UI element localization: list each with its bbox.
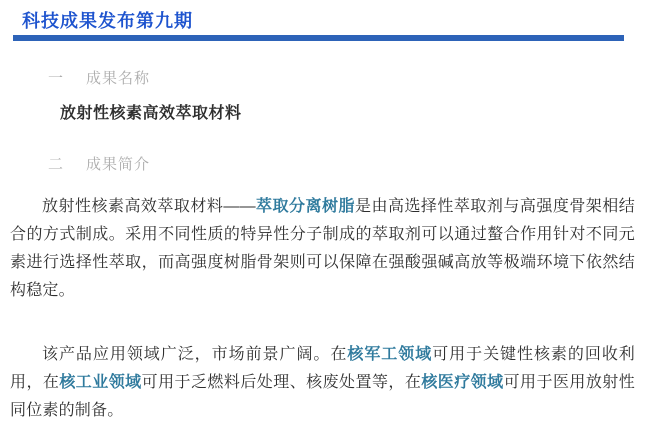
accent-term-extraction-resin: 萃取分离树脂 [255, 198, 355, 215]
section-index-one: 一 [48, 70, 65, 87]
paragraph-text-segment: 可用于乏燃料后处理、核废处置等，在 [141, 374, 422, 391]
section-heading-result-intro: 成果简介 [86, 156, 151, 173]
result-name-text: 放射性核素高效萃取材料 [60, 105, 242, 122]
accent-term-nuclear-military: 核军工领域 [347, 346, 433, 363]
paragraph-text-segment: 该产品应用领域广泛，市场前景广阔。在 [42, 346, 348, 363]
paragraph-text-segment: 是由高选择性萃取剂与高强度骨架相结合的方式制成。采用不同性质的特异性分子制成的萃取剂可以通过螯合作用针对不同元素进行选择性萃取，而高强度树脂骨架则可以保障在强酸强碱高放等极端环境下依然结构稳定。 [10, 198, 635, 299]
section-index-two: 二 [48, 156, 65, 173]
section-label-result-intro [0, 157, 645, 173]
page-title: 科技成果发布第九期 [22, 11, 193, 31]
document-header [0, 0, 645, 41]
section-label-result-name [0, 71, 645, 87]
title-underline-bar [13, 35, 624, 41]
intro-paragraph-1 [10, 193, 635, 305]
paragraph-text-segment: 放射性核素高效萃取材料—— [42, 198, 256, 215]
section-heading-result-name: 成果名称 [86, 70, 151, 87]
intro-paragraph-2 [10, 341, 635, 425]
accent-term-nuclear-medical: 核医疗领域 [421, 374, 504, 391]
paragraph-text-segment: 可用于医用放射性同位素的制备。 [10, 374, 635, 419]
accent-term-nuclear-industry: 核工业领域 [59, 374, 142, 391]
paragraph-text-segment: 可用于关键性核素的回收利用，在 [10, 346, 635, 391]
